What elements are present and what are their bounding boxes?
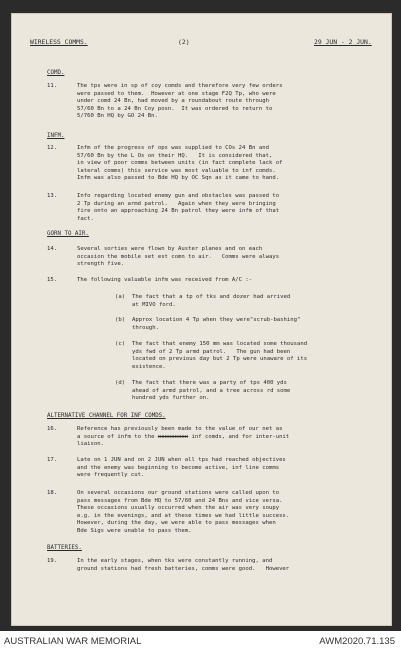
para-number: 18. [47, 490, 58, 496]
section-heading-gorn: GORN TO AIR. [47, 231, 89, 237]
header-date: 29 JUN - 2 JUN. [314, 38, 372, 46]
para-text: On several occasions our ground stations were called upon to pass messages from Bde HQ to 57/60 and 24 Bns and vice versa. These occasions usually occurred when the air was very soupy e.g. in the evenings, and at these times we had little success. However, during the day, we were able to pass messages when Bde Sigs were unable to pass them. [77, 490, 290, 534]
struck-text: xxxxxxxxx [157, 433, 189, 440]
section-heading-batteries: BATTERIES. [47, 545, 82, 551]
para-text: Late on 1 JUN and on 2 JUN when all tps had reached objectives and the enemy was beginning to become active, inf line comms were frequently cut. [77, 457, 286, 479]
document-page [11, 13, 392, 626]
para-number: 11. [47, 83, 58, 89]
archive-name: AUSTRALIAN WAR MEMORIAL [4, 636, 142, 647]
para-text: In the early stages, when tks were constantly running, and ground stations had fresh batteries, comms were good. However [77, 558, 290, 572]
section-heading-alt-channel: ALTERNATIVE CHANNEL FOR INF COMDS. [47, 413, 166, 419]
sub-item-text: The fact that a tp of tks and dozer had arrived at MIVO ford. [132, 294, 291, 308]
para-text: The following valuable infm was received from A/C :- [77, 277, 253, 283]
para-text: Several sorties were flown by Auster planes and on each occasion the mobile set est comn to air. Comms were always strength five. [77, 246, 280, 268]
section-heading-infm: INFM. [47, 133, 65, 139]
sub-item-label: (a) [115, 294, 126, 300]
sub-item-label: (b) [115, 317, 126, 323]
sub-item-label: (c) [115, 341, 126, 347]
para-number: 16. [47, 426, 58, 432]
para-text: Reference has previously been made to the value of our net as a source of infm to the xxxxxxxxx inf comds, and for inter-unit liaison. [77, 426, 290, 448]
archive-footer [0, 631, 401, 653]
para-text: The tps were in sp of coy comds and therefore very few orders were passed to them. However at one stage F2Q Tp, who were under comd 24 Bn, had moved by a roundabout route through 57/60 Bn to a 24 Bn Coy posn. It was ordered to return to 5/760 Bn HQ by GO 24 Bn. [77, 83, 283, 120]
section-heading-comd: COMD. [47, 70, 65, 76]
para-text: Info regarding located enemy gun and obstacles was passed to 2 Tp during an armd patrol. Again when they were bringing fire onto an approaching 24 Bn patrol they were infm of that fact. [77, 193, 280, 222]
sub-item-label: (d) [115, 380, 126, 386]
sub-item-text: Approx location 4 Tp when they were"scrub-bashing" through. [132, 317, 301, 331]
para-text: Infm of the progress of ops was supplied to COs 24 Bn and 57/60 Bn by the L Os on their HQ. It is considered that, in view of poor comms between units (in fact complete lack of lateral comms) this service was most valuable to inf comds. Infm was also passed to Bde HQ by OC Sqn as it came to hand. [77, 145, 283, 182]
sub-item-text: The fact that there was a party of tps 400 yds ahead of armd patrol, and a tree across rd some hundred yds further on. [132, 380, 291, 402]
para-number: 17. [47, 457, 58, 463]
para-number: 13. [47, 193, 58, 199]
para-number: 19. [47, 558, 58, 564]
sub-item-text: The fact that enemy 150 mm was located some thousand yds fwd of 2 Tp armd patrol. The gun had been located on previous day but 2 Tp were unaware of its existence. [132, 341, 308, 370]
para-number: 12. [47, 145, 58, 151]
archive-reference: AWM2020.71.135 [319, 636, 395, 647]
para-number: 15. [47, 277, 58, 283]
para-number: 14. [47, 246, 58, 252]
page-number: (2) [178, 38, 190, 46]
header-title: WIRELESS COMMS. [30, 38, 88, 46]
